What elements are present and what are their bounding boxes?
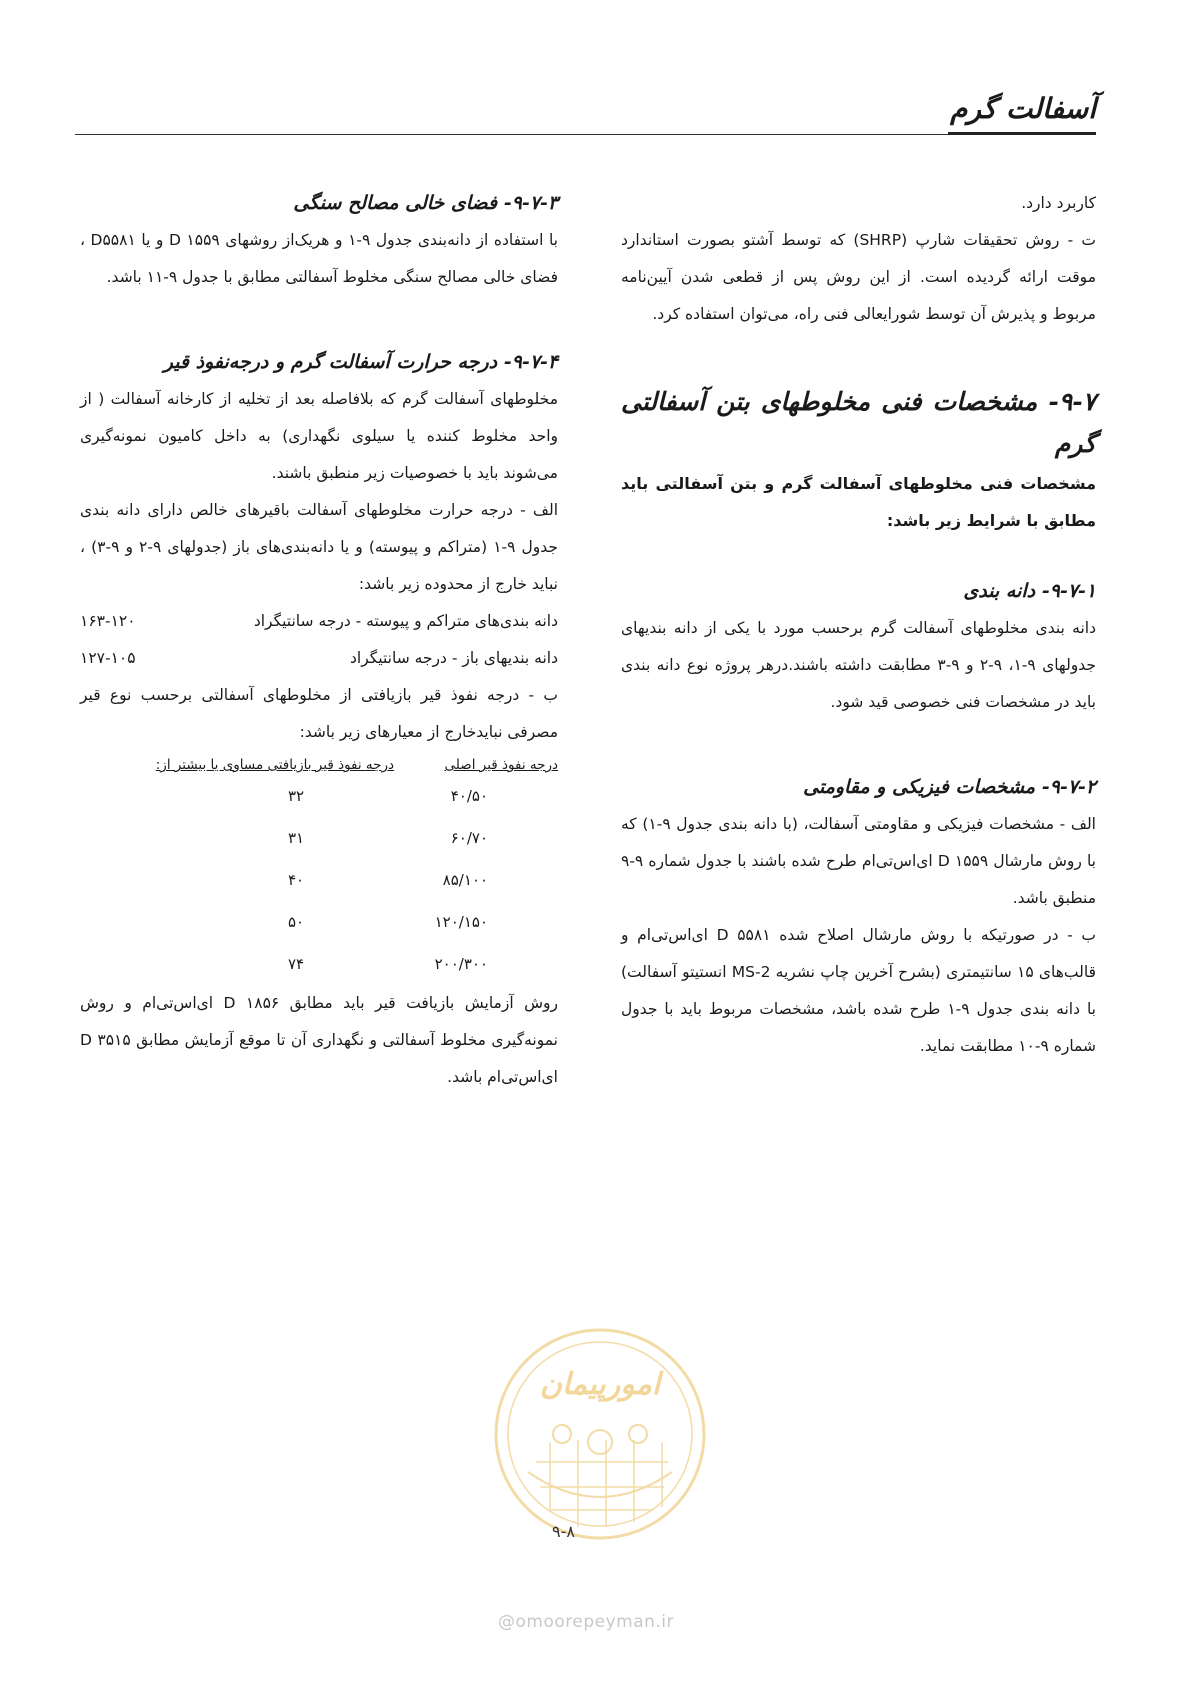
range-label-dense: دانه بندی‌های متراکم و پیوسته - درجه سانتیگراد <box>253 612 558 630</box>
range-label-open: دانه بندیهای باز - درجه سانتیگراد <box>349 649 558 667</box>
table-row <box>80 901 558 943</box>
table-row <box>80 775 558 817</box>
table-cell: ۷۴ <box>287 955 305 973</box>
table-cell: ۳۲ <box>287 787 305 805</box>
table-cell: ۲۰۰/۳۰۰ <box>434 955 488 973</box>
subsection-paragraph-9-7-2-b: ب - در صورتیکه با روش مارشال اصلاح شده D ۵۵۸۱ ای‌اس‌تی‌ام و قالب‌های ۱۵ سانتیمتری (بشرح آخرین چاپ نشریه MS-2 انستیتو آسفالت) با دانه بندی جدول ۹-۱ طرح شده باشد، مشخصات مربوط باید با جدول شماره ۹-۱۰ مطابقت نماید. <box>621 926 1096 1055</box>
left-column <box>80 185 558 1096</box>
range-row-dense <box>80 603 558 640</box>
seal-text: امورپیمان <box>539 1367 661 1402</box>
table-cell: ۵۰ <box>287 913 305 931</box>
table-cell: ۸۵/۱۰۰ <box>442 871 488 889</box>
subsection-paragraph-be: ب - درجه نفوذ قیر بازیافتی از مخلوطهای آسفالتی برحسب نوع قیر مصرفی نبایدخارج از معیارهای زیر باشد: <box>80 686 558 741</box>
table-cell: ۱۲۰/۱۵۰ <box>434 913 488 931</box>
page-number: ۹-۸ <box>552 1522 575 1541</box>
range-value-open: ۱۲۷-۱۰۵ <box>80 649 136 667</box>
subsection-title-9-7-1: ۹-۷-۱- دانه بندی <box>963 580 1096 602</box>
range-row-open <box>80 640 558 677</box>
range-value-dense: ۱۶۳-۱۲۰ <box>80 612 136 630</box>
subsection-paragraph-9-7-4: مخلوطهای آسفالت گرم که بلافاصله بعد از تخلیه از کارخانه آسفالت ( از واحد مخلوط کننده یا سیلوی نگهداری) به داخل کامیون نمونه‌گیری می‌شوند باید با خصوصیات زیر منطبق باشند. <box>80 390 558 482</box>
table-row <box>80 817 558 859</box>
subsection-paragraph-9-7-3: با استفاده از دانه‌بندی جدول ۹-۱ و هریک‌از روشهای D ۱۵۵۹ و یا D۵۵۸۱ ، فضای خالی مصالح سنگی مخلوط آسفالتی مطابق با جدول ۹-۱۱ باشد. <box>80 231 558 286</box>
subsection-footer-paragraph: روش آزمایش بازیافت قیر باید مطابق D ۱۸۵۶ ای‌اس‌تی‌ام و روش نمونه‌گیری مخلوط آسفالتی و نگهداری آن تا موقع آزمایش مطابق D ۳۵۱۵ ای‌اس‌تی‌ام باشد. <box>80 994 558 1086</box>
subsection-paragraph-alef: الف - درجه حرارت مخلوطهای آسفالت باقیرهای خالص دارای دانه بندی جدول ۹-۱ (متراکم و پیوسته) و یا دانه‌بندی‌های باز (جدولهای ۹-۲ و ۹-۳) ، نباید خارج از محدوده زیر باشد: <box>80 501 558 593</box>
section-bold-text: مشخصات فنی مخلوطهای آسفالت گرم و بتن آسفالتی باید مطابق با شرایط زیر باشد: <box>621 474 1096 530</box>
table-header-original: درجه نفوذ قیر اصلی <box>444 757 558 773</box>
table-row <box>80 943 558 985</box>
seal-watermark <box>488 1322 712 1546</box>
subsection-paragraph-9-7-1: دانه بندی مخلوطهای آسفالت گرم برحسب مورد با یکی از دانه بندیهای جدولهای ۹-۱، ۹-۲ و ۹-۳ مطابقت داشته باشند.درهر پروژه نوع دانه بندی باید در مشخصات فنی خصوصی قید شود. <box>621 619 1096 711</box>
subsection-title-9-7-4: ۹-۷-۴- درجه حرارت آسفالت گرم و درجه‌نفوذ قیر <box>163 351 558 373</box>
table-cell: ۴۰/۵۰ <box>450 787 488 805</box>
header-rule <box>75 134 1096 135</box>
table-row <box>80 859 558 901</box>
intro-line: کاربرد دارد. <box>1021 194 1096 212</box>
intro-paragraph: ت - روش تحقیقات شارپ (SHRP) که توسط آشتو بصورت استاندارد موقت ارائه گردیده است. از این روش پس از قطعی شدن آیین‌نامه مربوط و پذیرش آن توسط شورایعالی فنی راه، می‌توان استفاده کرد. <box>621 231 1096 323</box>
page-header-title: آسفالت گرم <box>950 92 1096 125</box>
right-column <box>621 185 1096 1065</box>
table-cell: ۶۰/۷۰ <box>450 829 488 847</box>
footer-watermark-url: @omoorepeyman.ir <box>498 1612 675 1632</box>
subsection-title-9-7-2: ۹-۷-۲- مشخصات فیزیکی و مقاومتی <box>803 776 1096 798</box>
penetration-table <box>80 755 558 985</box>
table-cell: ۳۱ <box>287 829 305 847</box>
header-rule-accent <box>948 132 1096 135</box>
subsection-paragraph-9-7-2-a: الف - مشخصات فیزیکی و مقاومتی آسفالت، (با دانه بندی جدول ۹-۱) که با روش مارشال D ۱۵۵۹ ای‌اس‌تی‌ام طرح شده باشند با جدول شماره ۹-۹ منطبق باشد. <box>621 815 1096 907</box>
table-header-row <box>80 755 558 775</box>
table-cell: ۴۰ <box>287 871 305 889</box>
table-header-recovered: درجه نفوذ قیر بازیافتی مساوی یا بیشتر از: <box>155 757 395 773</box>
subsection-title-9-7-3: ۹-۷-۳- فضای خالی مصالح سنگی <box>293 192 558 214</box>
section-title-9-7: ۹-۷- مشخصات فنی مخلوطهای بتن آسفالتی گرم <box>621 387 1096 458</box>
